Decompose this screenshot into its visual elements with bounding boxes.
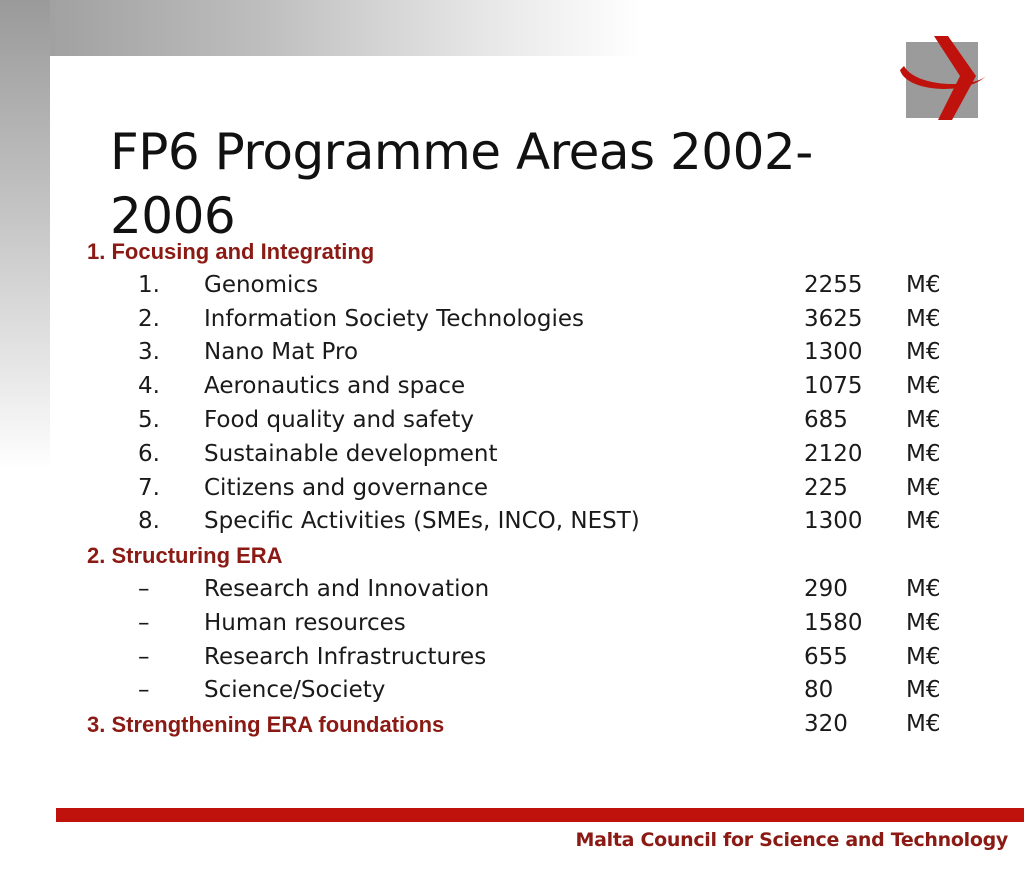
- list-item: [0, 674, 1024, 708]
- list-item-marker: –: [138, 677, 150, 704]
- list-item-amount: 290: [804, 575, 848, 602]
- list-item-label: Food quality and safety: [204, 406, 474, 433]
- section-heading-row: [0, 539, 1024, 573]
- list-item-marker: 4.: [138, 373, 160, 400]
- list-item-label: Research Infrastructures: [204, 643, 487, 670]
- list-item-amount: 655: [804, 643, 848, 670]
- list-item: [0, 303, 1024, 337]
- section-heading-row: [0, 235, 1024, 269]
- list-item-marker: 6.: [138, 440, 160, 467]
- programme-areas-list: [0, 235, 1024, 742]
- red-chevron-arrow-logo-icon: [896, 30, 988, 122]
- list-item-amount: 1300: [804, 339, 863, 366]
- list-item-marker: –: [138, 643, 150, 670]
- list-item-amount: 685: [804, 406, 848, 433]
- list-item: [0, 607, 1024, 641]
- list-item-unit: M€: [906, 643, 941, 670]
- list-item-amount: 225: [804, 474, 848, 501]
- list-item-marker: 3.: [138, 339, 160, 366]
- list-item-marker: 5.: [138, 406, 160, 433]
- section-heading: 1. Focusing and Integrating: [87, 239, 375, 264]
- section-heading: 3. Strengthening ERA foundations: [87, 712, 445, 738]
- list-item-unit: M€: [906, 406, 941, 433]
- list-item-amount: 1300: [804, 508, 863, 535]
- list-item-unit: M€: [906, 474, 941, 501]
- list-item-amount: 80: [804, 677, 834, 704]
- list-item: [0, 505, 1024, 539]
- list-item-label: Genomics: [204, 271, 319, 298]
- list-item-label: Information Society Technologies: [204, 305, 584, 332]
- decorative-frame-top: [0, 0, 640, 56]
- list-item-unit: M€: [906, 677, 941, 704]
- list-item: [0, 641, 1024, 675]
- section-heading-row: [0, 708, 1024, 742]
- list-item-marker: –: [138, 609, 150, 636]
- list-item: [0, 573, 1024, 607]
- list-item-marker: 1.: [138, 271, 160, 298]
- list-item-label: Human resources: [204, 609, 406, 636]
- list-item-amount: 2120: [804, 440, 863, 467]
- list-item: [0, 438, 1024, 472]
- list-item-amount: 3625: [804, 305, 863, 332]
- page-title: FP6 Programme Areas 2002-2006: [110, 123, 813, 245]
- list-item: [0, 370, 1024, 404]
- list-item: [0, 472, 1024, 506]
- list-item: [0, 336, 1024, 370]
- list-item-marker: –: [138, 575, 150, 602]
- list-item: [0, 269, 1024, 303]
- section-unit: M€: [906, 711, 941, 738]
- list-item: [0, 404, 1024, 438]
- list-item-unit: M€: [906, 339, 941, 366]
- list-item-label: Science/Society: [204, 677, 386, 704]
- section-heading: 2. Structuring ERA: [87, 543, 283, 569]
- list-item-label: Sustainable development: [204, 440, 498, 467]
- list-item-label: Citizens and governance: [204, 474, 489, 501]
- list-item-amount: 2255: [804, 271, 863, 298]
- list-item-unit: M€: [906, 271, 941, 298]
- list-item-unit: M€: [906, 440, 941, 467]
- list-item-amount: 1075: [804, 373, 863, 400]
- list-item-marker: 2.: [138, 305, 160, 332]
- list-item-unit: M€: [906, 575, 941, 602]
- list-item-amount: 1580: [804, 609, 863, 636]
- list-item-label: Research and Innovation: [204, 575, 490, 602]
- section-amount: 320: [804, 711, 848, 738]
- list-item-label: Aeronautics and space: [204, 373, 466, 400]
- list-item-label: Specific Activities (SMEs, INCO, NEST): [204, 508, 640, 535]
- list-item-label: Nano Mat Pro: [204, 339, 359, 366]
- footer-organization-name: Malta Council for Science and Technology: [575, 829, 1008, 851]
- list-item-marker: 7.: [138, 474, 160, 501]
- list-item-unit: M€: [906, 305, 941, 332]
- list-item-unit: M€: [906, 508, 941, 535]
- list-item-unit: M€: [906, 609, 941, 636]
- list-item-marker: 8.: [138, 508, 160, 535]
- footer-bar: [56, 808, 1024, 822]
- list-item-unit: M€: [906, 373, 941, 400]
